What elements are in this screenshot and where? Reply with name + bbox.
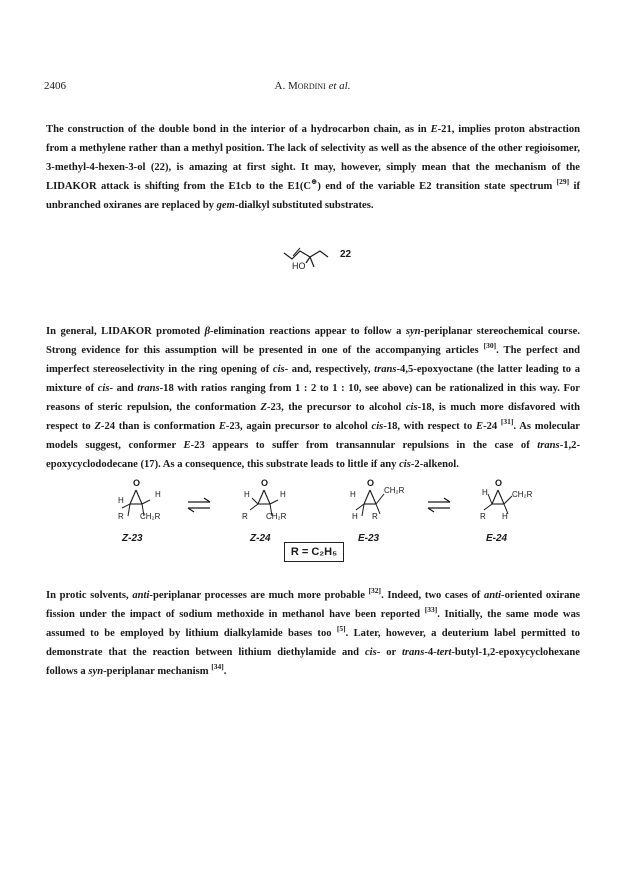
structure-22-skeleton	[284, 251, 310, 259]
text-segment: cis	[399, 459, 411, 470]
text-segment: - and, respectively,	[284, 364, 375, 375]
text-segment: -2-alkenol.	[410, 459, 459, 470]
atom-o-z23: O	[133, 478, 141, 488]
citation: [32]	[368, 586, 382, 595]
text-segment: . The perfect and imperfect stereoselectivity in the ring opening of	[46, 345, 580, 375]
text-segment: . Later, however, a deuterium label permitted to demonstrate that the reaction between lithium diethylamide and	[46, 628, 581, 658]
text-segment: trans	[401, 647, 425, 658]
citation: [34]	[211, 662, 224, 671]
paragraph-double-bond	[46, 120, 580, 215]
text-segment: -periplanar stereochemical course. Strong evidence for this assumption will be presented in one of the accompanying articles	[46, 326, 580, 356]
text-segment: cis	[272, 364, 285, 375]
running-head-etal: et al.	[328, 80, 351, 92]
text-segment: cis	[97, 383, 110, 394]
atom-h-e23-b: H	[352, 512, 358, 521]
ch2r-z24: CH₂R	[266, 512, 287, 521]
text-segment: if unbranched oxiranes are replaced by	[46, 181, 581, 211]
text-segment: -23, again precursor to alcohol	[225, 421, 372, 432]
text-segment: -23 appears to suffer from transannular repulsions in the case of	[190, 440, 538, 451]
atom-r-z24: R	[242, 512, 248, 521]
atom-h-z24-b: H	[280, 490, 286, 499]
structure-22-methyl	[310, 257, 314, 267]
text-segment: -periplanar mechanism	[103, 666, 212, 677]
text-segment: trans	[374, 364, 397, 375]
compound-number-22: 22	[340, 249, 352, 260]
atom-h-e23: H	[350, 490, 356, 499]
atom-h-e24-b: H	[502, 512, 508, 521]
atom-h-e24: H	[482, 488, 488, 497]
atom-h-z23-a: H	[118, 496, 124, 505]
text-segment: E	[183, 440, 191, 451]
ch2r-e24: CH₂R	[512, 490, 533, 499]
atom-o-e24: O	[495, 478, 503, 488]
citation: [29]	[556, 177, 570, 186]
label-z24: Z-24	[250, 533, 271, 544]
text-segment: -23, the precursor to alcohol	[267, 402, 406, 413]
page-header	[44, 80, 581, 96]
conformer-scheme	[0, 478, 625, 538]
atom-o-e23: O	[367, 478, 375, 488]
text-segment: syn	[88, 666, 104, 677]
text-segment: syn	[405, 326, 421, 337]
paragraph-protic-solvents	[46, 586, 580, 681]
text-segment: ) end of the variable E2 transition state spectrum	[317, 181, 557, 192]
text-segment: -butyl-1,2-epoxycyclohexane follows a	[46, 647, 580, 677]
text-segment: . Indeed, two cases of	[381, 590, 484, 601]
paragraph-syn-periplanar	[46, 322, 580, 474]
r-definition-box: R = C₂H₅	[284, 542, 344, 562]
text-segment: -24 than is conformation	[100, 421, 219, 432]
ch2r-e23: CH₂R	[384, 486, 405, 495]
text-segment: tert	[436, 647, 452, 658]
label-e24: E-24	[486, 533, 508, 544]
atom-r-z23: R	[118, 512, 124, 521]
text-segment: In protic solvents,	[46, 590, 133, 601]
text-segment: anti	[132, 590, 150, 601]
text-segment: anti	[483, 590, 502, 601]
text-segment: Z	[94, 421, 101, 432]
text-segment: The construction of the double bond in the interior of a hydrocarbon chain, as in	[46, 124, 431, 135]
text-segment: -dialkyl substituted substrates.	[234, 200, 374, 211]
running-head-author: A. Mordini	[274, 80, 326, 92]
text-segment: -21, implies proton abstraction from a methylene rather than a methyl position. The lack of selectivity as well as the absence of the other regioisomer, 3-methyl-4-hexen-3-ol (22), is amazing at first sight. It may, however, simply mean that the mechanism of the LIDAKOR attack is shifting from the E1cb to the E1(C	[46, 124, 581, 192]
text-segment: In general, LIDAKOR promoted	[46, 326, 205, 337]
citation: [30]	[483, 341, 497, 350]
text-segment: .	[223, 666, 227, 677]
equilibrium-arrow-e	[428, 498, 450, 512]
text-segment: cis	[405, 402, 418, 413]
atom-h-z23-b: H	[155, 490, 161, 499]
label-e23: E-23	[358, 533, 380, 544]
text-segment: -18 with ratios ranging from 1 : 2 to 1 : 10, see above) can be rationalized in this way. For reasons of steric repulsion, the conformation	[46, 383, 581, 413]
running-head	[44, 80, 581, 92]
text-segment: -18, with respect to	[383, 421, 476, 432]
text-segment: gem	[216, 200, 235, 211]
text-segment: -18, is much more disfavored with respect to	[46, 402, 580, 432]
citation: [33]	[424, 605, 438, 614]
text-segment: trans	[537, 440, 560, 451]
charge-symbol: ⊕	[311, 177, 318, 186]
text-segment: trans	[137, 383, 160, 394]
text-segment: -oriented oxirane fission under the impact of sodium methoxide in methanol have been reported	[46, 590, 580, 620]
ch2r-z23: CH₂R	[140, 512, 161, 521]
text-segment: -periplanar processes are much more probable	[149, 590, 369, 601]
text-segment: -24	[483, 421, 501, 432]
atom-o-z24: O	[261, 478, 269, 488]
conformer-e23-drawing	[356, 490, 384, 516]
text-segment: - and	[109, 383, 138, 394]
structure-22-chain	[310, 251, 328, 257]
page-number: 2406	[44, 80, 66, 92]
citation: [31]	[500, 417, 514, 426]
text-segment: E	[218, 421, 226, 432]
hydroxyl-label: HO	[292, 261, 306, 271]
text-segment: - or	[376, 647, 402, 658]
text-segment: E	[430, 124, 438, 135]
atom-r-e23: R	[372, 512, 378, 521]
equilibrium-arrow-z	[188, 498, 210, 512]
conformer-e24-drawing	[484, 490, 512, 514]
text-segment: cis	[364, 647, 377, 658]
text-segment: . Initially, the same mode was assumed to be employed by lithium dialkylamide bases too	[46, 609, 580, 639]
text-segment: Z	[260, 402, 267, 413]
text-segment: -1,2-epoxycyclododecane (17). As a consequence, this substrate leads to little if any	[46, 440, 580, 470]
atom-h-z24-a: H	[244, 490, 250, 499]
text-segment: cis	[371, 421, 384, 432]
text-segment: -4,5-epoxyoctane (the latter leading to a mixture of	[46, 364, 581, 394]
text-segment: β	[204, 326, 211, 337]
citation: [5]	[336, 624, 346, 633]
text-segment: -elimination reactions appear to follow a	[210, 326, 406, 337]
structure-22-oh-bond	[306, 257, 310, 263]
text-segment: . As molecular models suggest, conformer	[46, 421, 581, 451]
atom-r-e24: R	[480, 512, 486, 521]
label-z23: Z-23	[122, 533, 143, 544]
text-segment: -4-	[424, 647, 437, 658]
text-segment: E	[475, 421, 484, 432]
